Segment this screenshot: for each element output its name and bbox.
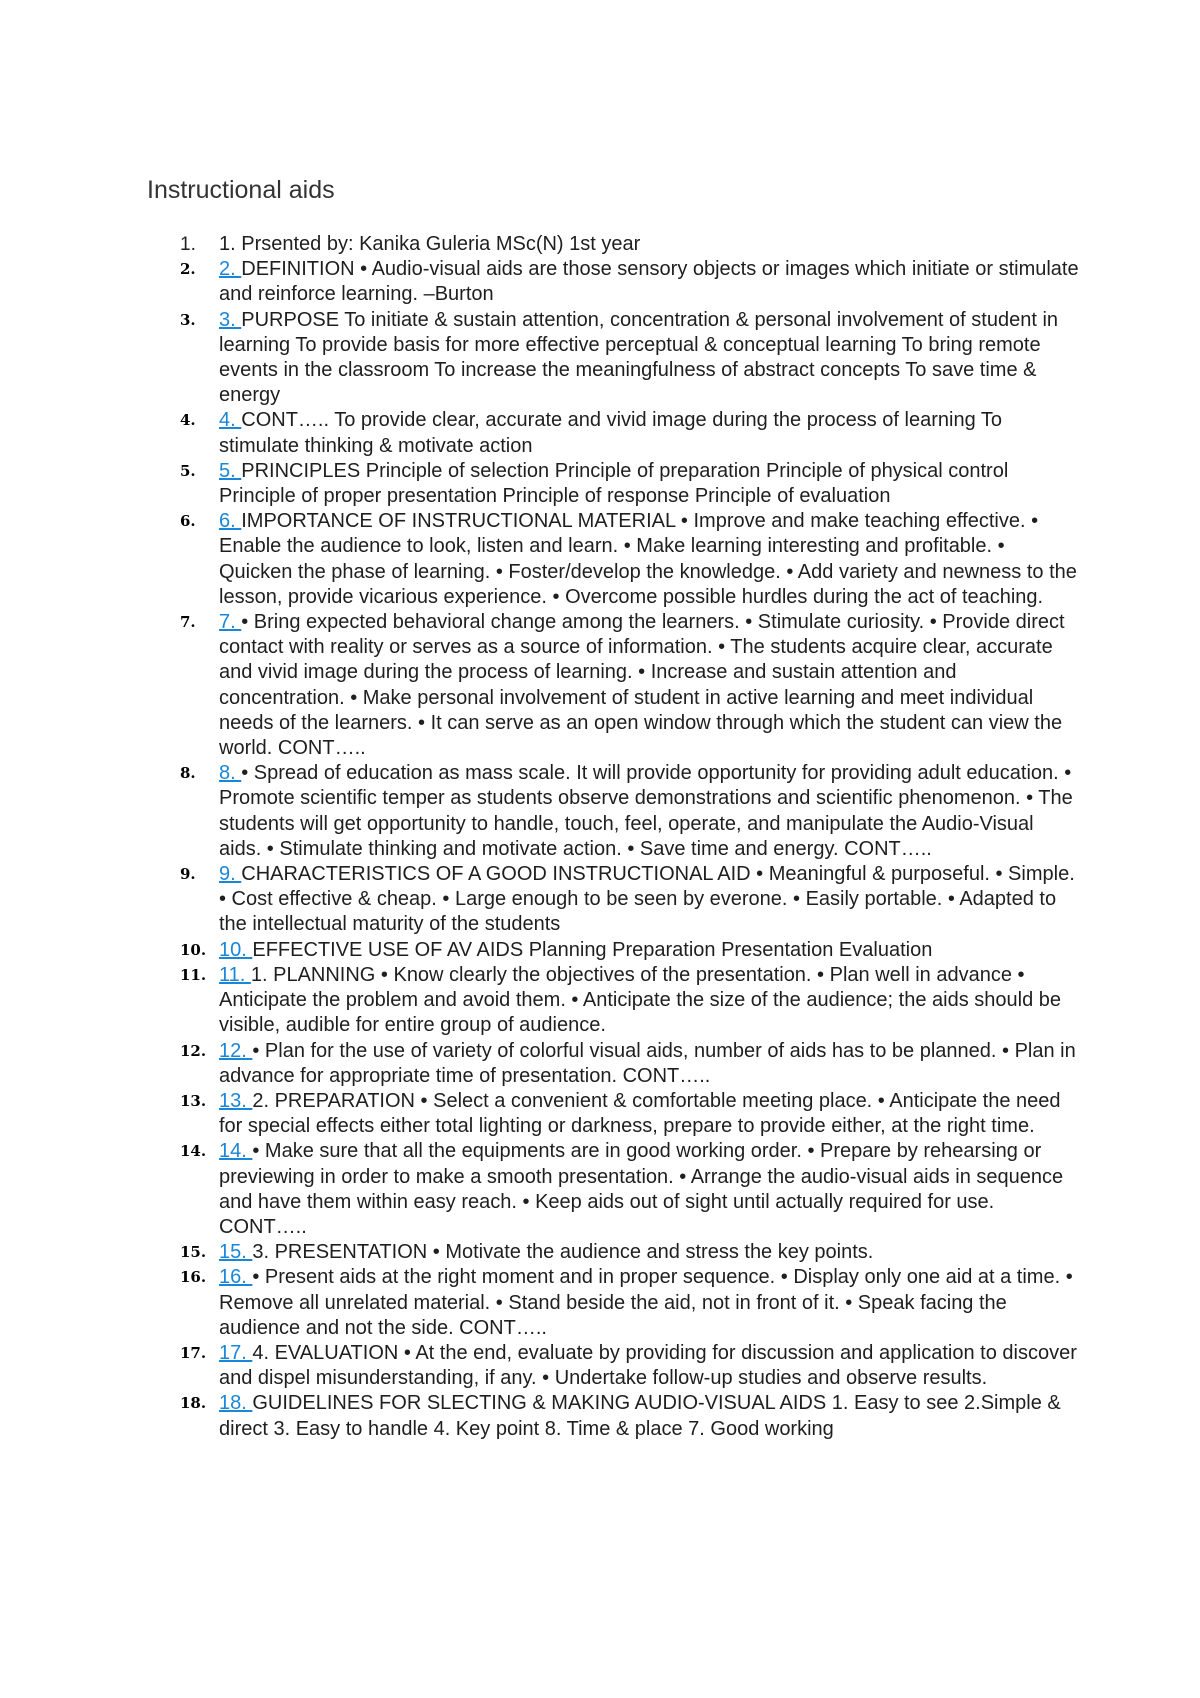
slide-link[interactable]: 9. [219, 863, 242, 886]
list-item-text: • Spread of education as mass scale. It will provide opportunity for providing adult education. • Promote scientific temper as students observe demonstrations and scientific phenomenon. • The students will get opportunity to handle, touch, feel, operate, and manipulate the Audio-Visual aids. • Stimulate thinking and motivate action. • Save time and energy. CONT….. [219, 762, 1073, 860]
list-item-text: 2. PREPARATION • Select a convenient & comfortable meeting place. • Anticipate the need for special effects either total lighting or darkness, prepare to provide either, at the right time. [219, 1089, 1061, 1138]
list-item-number: 9. [180, 865, 196, 884]
slide-link[interactable]: 5. [219, 459, 242, 482]
list-item-number: 6. [180, 512, 196, 531]
slide-link[interactable]: 18. [219, 1392, 253, 1415]
list-item-number: 15. [180, 1243, 207, 1262]
slide-link[interactable]: 11. [219, 963, 251, 986]
slide-link[interactable]: 12. [219, 1039, 253, 1062]
list-item-text: 4. EVALUATION • At the end, evaluate by providing for discussion and application to discover and dispel misunderstanding, if any. • Undertake follow-up studies and observe results. [219, 1341, 1077, 1390]
document-title: Instructional aids [147, 176, 335, 204]
list-item [0, 1139, 1200, 1240]
list-item [0, 408, 1200, 458]
slide-link[interactable]: 8. [219, 762, 242, 785]
list-item-number: 4. [180, 411, 196, 430]
list-item-text: EFFECTIVE USE OF AV AIDS Planning Preparation Presentation Evaluation [252, 938, 933, 961]
list-item [0, 1039, 1200, 1089]
slide-link[interactable]: 16. [219, 1266, 253, 1289]
list-item [0, 862, 1200, 938]
slide-link[interactable]: 15. [219, 1241, 253, 1264]
list-item [0, 938, 1200, 963]
list-item [0, 1089, 1200, 1139]
list-item [0, 1240, 1200, 1265]
list-item [0, 1341, 1200, 1391]
list-item-number: 11. [180, 965, 207, 984]
list-item-number: 8. [180, 764, 196, 783]
list-item-number: 3. [180, 310, 196, 329]
list-item-text: • Present aids at the right moment and in proper sequence. • Display only one aid at a time. • Remove all unrelated material. • Stand beside the aid, not in front of it. • Speak facing the audience and not the side. CONT….. [219, 1266, 1073, 1339]
list-item-text: DEFINITION • Audio-visual aids are those sensory objects or images which initiate or stimulate and reinforce learning. –Burton [219, 258, 1079, 306]
slide-link[interactable]: 2. [219, 258, 242, 281]
list-item-number: 18. [180, 1394, 207, 1413]
list-item [0, 1391, 1200, 1441]
list-item-number: 14. [180, 1142, 207, 1161]
list-item-number: 7. [180, 613, 196, 632]
list-item-number: 2. [180, 260, 196, 279]
list-item-text: 1. PLANNING • Know clearly the objectives of the presentation. • Plan well in advance • Anticipate the problem and avoid them. • Anticipate the size of the audience; the aids should be visible, audible for entire group of audience. [219, 963, 1061, 1037]
list-item [0, 459, 1200, 509]
list-item-text: CONT….. To provide clear, accurate and vivid image during the process of learning To stimulate thinking & motivate action [219, 409, 1003, 457]
list-item [0, 761, 1200, 862]
list-item [0, 257, 1200, 307]
slide-link[interactable]: 3. [219, 308, 242, 331]
slide-link[interactable]: 7. [219, 611, 242, 634]
list-item-number: 10. [180, 940, 207, 959]
numbered-list [0, 232, 1200, 1442]
list-item-number: 12. [180, 1041, 207, 1060]
list-item-text: GUIDELINES FOR SLECTING & MAKING AUDIO-VISUAL AIDS 1. Easy to see 2.Simple & direct 3. Easy to handle 4. Key point 8. Time & place 7. Good working [219, 1392, 1061, 1440]
slide-link[interactable]: 10. [219, 938, 253, 961]
list-item-number: 1. [180, 234, 196, 255]
list-item-text: PURPOSE To initiate & sustain attention, concentration & personal involvement of student in learning To provide basis for more effective perceptual & conceptual learning To bring remote events in the classroom To increase the meaningfulness of abstract concepts To save time & energy [219, 308, 1059, 407]
list-item-text: 3. PRESENTATION • Motivate the audience and stress the key points. [252, 1241, 874, 1264]
list-item-text: • Make sure that all the equipments are in good working order. • Prepare by rehearsing or previewing in order to make a smooth presentation. • Arrange the audio-visual aids in sequence and have them within easy reach. • Keep aids out of sight until actually required for use. CONT….. [219, 1140, 1064, 1238]
slide-link[interactable]: 6. [219, 510, 242, 533]
list-item-number: 16. [180, 1268, 207, 1287]
list-item [0, 308, 1200, 409]
list-item-text: IMPORTANCE OF INSTRUCTIONAL MATERIAL • Improve and make teaching effective. • Enable the audience to look, listen and learn. • Make learning interesting and profitable. • Quicken the phase of learning. • Foster/develop the knowledge. • Add variety and newness to the lesson, provide vicarious experience. • Overcome possible hurdles during the act of teaching. [219, 510, 1077, 608]
list-item [0, 610, 1200, 761]
list-item [0, 509, 1200, 610]
list-item-text: 1. Prsented by: Kanika Guleria MSc(N) 1st year [219, 233, 641, 255]
list-item [0, 1265, 1200, 1341]
slide-link[interactable]: 14. [219, 1140, 253, 1163]
list-item [0, 232, 1200, 257]
slide-link[interactable]: 4. [219, 409, 242, 432]
list-item [0, 963, 1200, 1039]
list-item-text: • Bring expected behavioral change among the learners. • Stimulate curiosity. • Provide direct contact with reality or serves as a source of information. • The students acquire clear, accurate and vivid image during the process of learning. • Increase and sustain attention and concentration. • Make personal involvement of student in active learning and meet individual needs of the learners. • It can serve as an open window through which the student can view the world. CONT….. [219, 611, 1065, 760]
list-item-number: 13. [180, 1091, 207, 1110]
list-item-text: • Plan for the use of variety of colorful visual aids, number of aids has to be planned. • Plan in advance for appropriate time of presentation. CONT….. [219, 1039, 1076, 1087]
list-item-text: PRINCIPLES Principle of selection Principle of preparation Principle of physical control Principle of proper presentation Principle of response Principle of evaluation [219, 459, 1009, 508]
list-item-text: CHARACTERISTICS OF A GOOD INSTRUCTIONAL AID • Meaningful & purposeful. • Simple. • Cost effective & cheap. • Large enough to be seen by everone. • Easily portable. • Adapted to the intellectual maturity of the students [219, 863, 1075, 936]
list-item-number: 5. [180, 461, 196, 480]
list-item-number: 17. [180, 1343, 207, 1362]
slide-link[interactable]: 17. [219, 1341, 253, 1364]
slide-link[interactable]: 13. [219, 1089, 253, 1112]
